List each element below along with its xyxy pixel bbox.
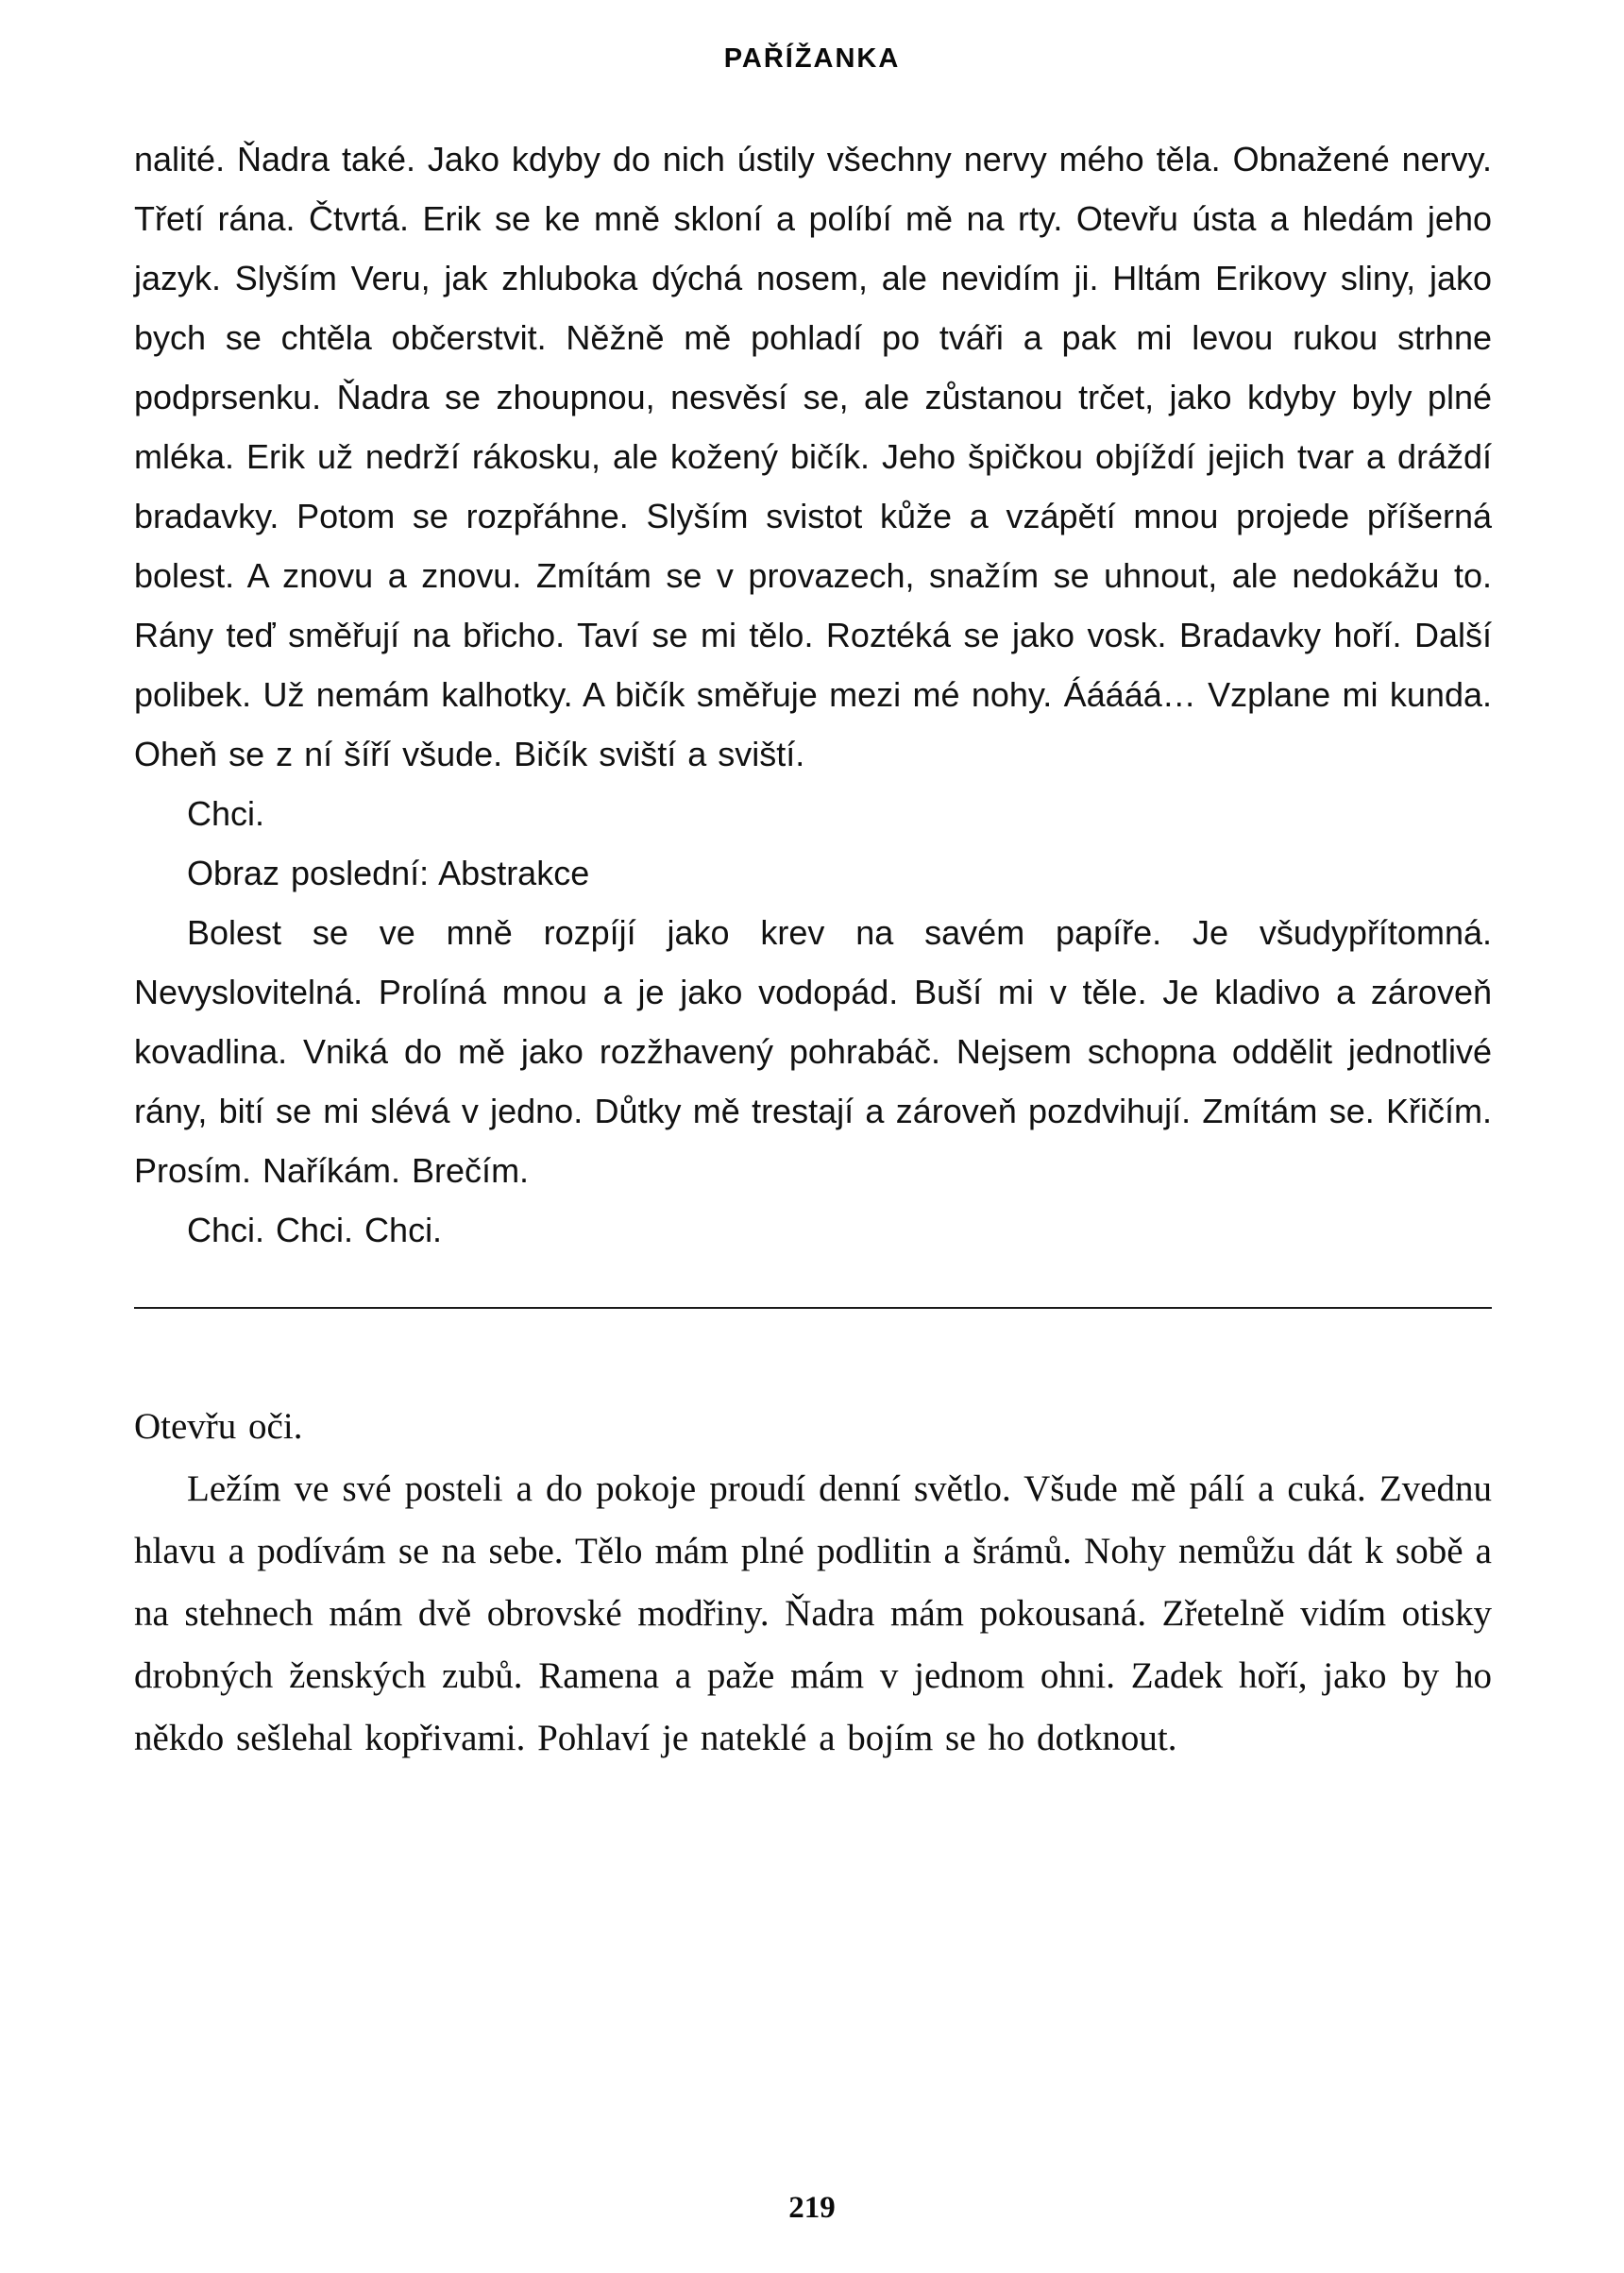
paragraph: Bolest se ve mně rozpíjí jako krev na savém papíře. Je všudypřítomná. Nevyslovitelná. Prolíná mnou a je jako vodopád. Buší mi v těle. Je kladivo a zároveň kovadlina. Vniká do mě jako rozžhavený pohrabáč. Nejsem schopna oddělit jednotlivé rány, bití se mi slévá v jedno. Důtky mě trestají a zároveň pozdvihují. Zmítám se. Křičím. Prosím. Naříkám. Brečím. — [134, 913, 1492, 1190]
paragraph: Ležím ve své posteli a do pokoje proudí denní světlo. Všude mě pálí a cuká. Zvednu hlavu a podívám se na sebe. Tělo mám plné podlitin a šrámů. Nohy nemůžu dát k sobě a na stehnech mám dvě obrovské modřiny. Ňadra mám pokousaná. Zřetelně vidím otisky drobných ženských zubů. Ramena a paže mám v jednom ohni. Zadek hoří, jako by ho někdo sešlehal kopřivami. Pohlaví je nateklé a bojím se ho dotknout. — [134, 1468, 1492, 1758]
serif-text-section — [134, 1396, 1492, 1770]
sans-text-section — [134, 129, 1492, 1260]
page-number: 219 — [788, 2191, 836, 2225]
paragraph: nalité. Ňadra také. Jako kdyby do nich ústily všechny nervy mého těla. Obnažené nervy. Třetí rána. Čtvrtá. Erik se ke mně skloní a políbí mě na rty. Otevřu ústa a hledám jeho jazyk. Slyším Veru, jak zhluboka dýchá nosem, ale nevidím ji. Hltám Erikovy sliny, jako bych se chtěla občerstvit. Něžně mě pohladí po tváři a pak mi levou rukou strhne podprsenku. Ňadra se zhoupnou, nesvěsí se, ale zůstanou trčet, jako kdyby byly plné mléka. Erik už nedrží rákosku, ale kožený bičík. Jeho špičkou objíždí jejich tvar a dráždí bradavky. Potom se rozpřáhne. Slyším svistot kůže a vzápětí mnou projede příšerná bolest. A znovu a znovu. Zmítám se v provazech, snažím se uhnout, ale nedokážu to. Rány teď směřují na břicho. Taví se mi tělo. Roztéká se jako vosk. Bradavky hoří. Další polibek. Už nemám kalhotky. A bičík směřuje mezi mé nohy. Ááááá… Vzplane mi kunda. Oheň se z ní šíří všude. Bičík sviští a sviští. — [134, 140, 1492, 773]
paragraph: Obraz poslední: Abstrakce — [187, 854, 590, 892]
running-head: PAŘÍŽANKA — [723, 43, 901, 74]
paragraph: Chci. Chci. Chci. — [187, 1211, 443, 1249]
paragraph: Otevřu oči. — [134, 1406, 303, 1447]
paragraph: Chci. — [187, 794, 265, 833]
section-divider — [134, 1307, 1492, 1309]
